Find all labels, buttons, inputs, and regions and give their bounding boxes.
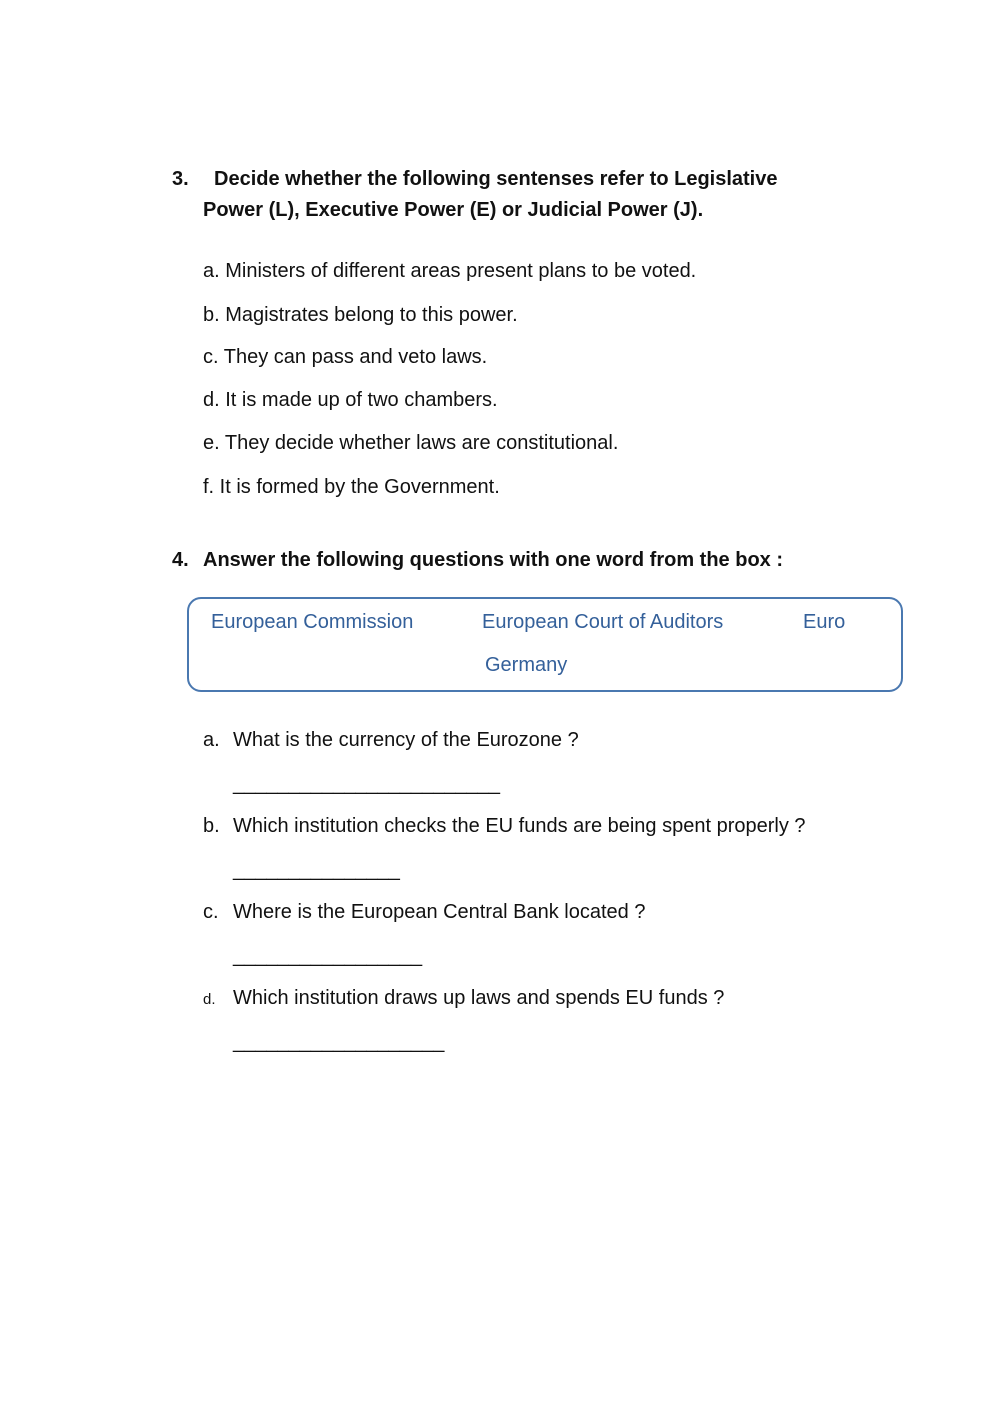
section-3-item-c: c. They can pass and veto laws. xyxy=(203,346,488,368)
section-4-heading: Answer the following questions with one word from the box : xyxy=(203,549,783,571)
section-3-item-f: f. It is formed by the Government. xyxy=(203,476,500,498)
question-a-letter: a. xyxy=(203,729,220,751)
section-3-number: 3. xyxy=(172,168,189,190)
section-4-number: 4. xyxy=(172,549,189,571)
question-a-answer-blank[interactable]: ________________________ xyxy=(233,773,500,795)
section-3-heading-line-2: Power (L), Executive Power (E) or Judicial Power (J). xyxy=(203,199,704,221)
question-a-text: What is the currency of the Eurozone ? xyxy=(233,729,579,751)
section-3-heading-line-1: Decide whether the following sentenses refer to Legislative xyxy=(214,168,778,190)
word-box-item-european-court-of-auditors: European Court of Auditors xyxy=(482,611,724,633)
word-box-item-euro: Euro xyxy=(803,611,846,633)
word-box-item-germany: Germany xyxy=(485,654,568,676)
question-d-answer-blank[interactable]: ___________________ xyxy=(233,1031,445,1053)
section-3-item-e: e. They decide whether laws are constitutional. xyxy=(203,432,619,454)
question-d-text: Which institution draws up laws and spends EU funds ? xyxy=(233,987,725,1009)
section-3-item-b: b. Magistrates belong to this power. xyxy=(203,304,518,326)
question-c-answer-blank[interactable]: _________________ xyxy=(233,945,423,967)
question-b-answer-blank[interactable]: _______________ xyxy=(233,859,400,881)
section-3-item-a: a. Ministers of different areas present plans to be voted. xyxy=(203,260,697,282)
section-3-item-d: d. It is made up of two chambers. xyxy=(203,389,498,411)
question-c-letter: c. xyxy=(203,901,219,923)
word-box-item-european-commission: European Commission xyxy=(211,611,414,633)
question-b-letter: b. xyxy=(203,815,220,837)
question-c-text: Where is the European Central Bank located ? xyxy=(233,901,646,923)
question-b-text: Which institution checks the EU funds are being spent properly ? xyxy=(233,815,806,837)
question-d-letter: d. xyxy=(203,991,216,1008)
